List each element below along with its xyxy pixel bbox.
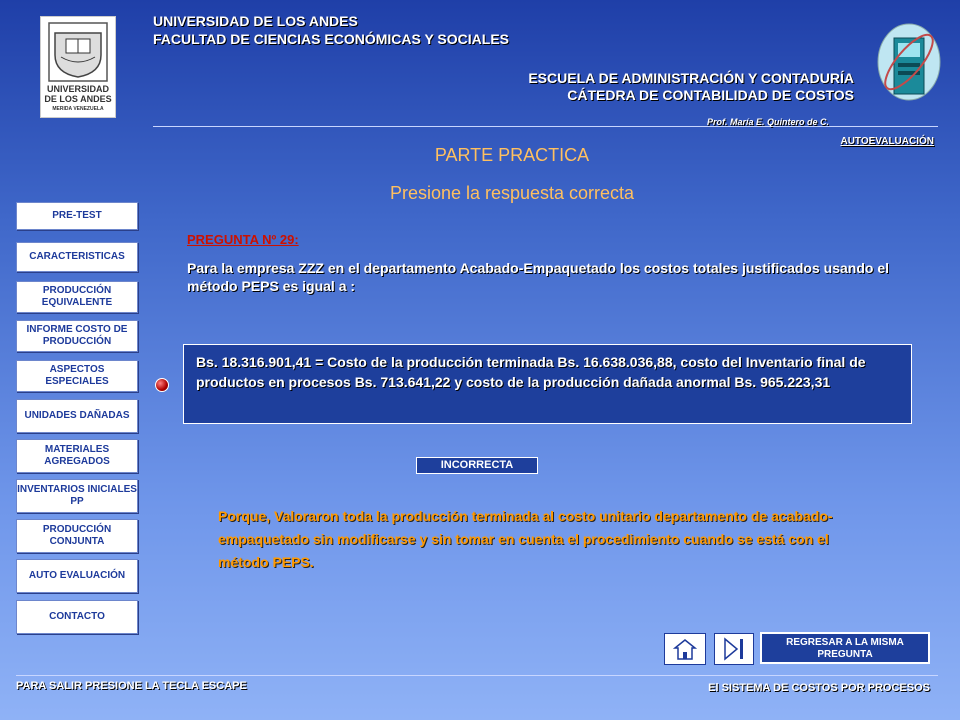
home-icon (665, 634, 705, 664)
professor-name: Prof. María E. Quintero de C. (707, 117, 830, 127)
question-text: Para la empresa ZZZ en el departamento Acabado-Empaquetado los costos totales justificados usando el método PEPS es igual a : (187, 260, 889, 294)
answer-bullet-icon[interactable] (155, 378, 169, 392)
computer-globe-icon (874, 18, 944, 104)
chair-name: CÁTEDRA DE CONTABILIDAD DE COSTOS (567, 87, 854, 103)
sidebar-item-pre-test[interactable]: PRE-TEST (16, 202, 138, 230)
autoevaluacion-link[interactable]: AUTOEVALUACIÓN (840, 136, 934, 147)
sidebar-item-auto-evaluacion[interactable]: AUTO EVALUACIÓN (16, 559, 138, 593)
sidebar-item-caracteristicas[interactable]: CARACTERISTICAS (16, 242, 138, 272)
university-name: UNIVERSIDAD DE LOS ANDES (153, 13, 358, 29)
footer-exit-hint: PARA SALIR PRESIONE LA TECLA ESCAPE (16, 680, 247, 692)
explanation-text: Porque, Valoraron toda la producción terminada al costo unitario departamento de acabado-empaquetado sin modificarse y sin tomar en cuenta el procedimiento cuando se está con el método PEPS. (218, 508, 833, 570)
page-title: PARTE PRACTICA (434, 145, 590, 165)
result-badge: INCORRECTA (416, 457, 538, 474)
skip-end-icon (715, 634, 753, 664)
sidebar-item-produccion-conjunta[interactable]: PRODUCCIÓN CONJUNTA (16, 519, 138, 553)
footer-course-title: El SISTEMA DE COSTOS POR PROCESOS (708, 682, 930, 694)
page-subtitle: Presione la respuesta correcta (389, 183, 635, 203)
sidebar-item-produccion-equivalente[interactable]: PRODUCCIÓN EQUIVALENTE (16, 281, 138, 313)
university-logo (40, 16, 116, 118)
sidebar-item-aspectos-especiales[interactable]: ASPECTOS ESPECIALES (16, 360, 138, 392)
sidebar-item-contacto[interactable]: CONTACTO (16, 600, 138, 634)
logo-text-2: DE LOS ANDES (44, 94, 112, 104)
faculty-name: FACULTAD DE CIENCIAS ECONÓMICAS Y SOCIALES (153, 31, 509, 47)
sidebar-item-unidades-danadas[interactable]: UNIDADES DAÑADAS (16, 399, 138, 433)
sidebar-item-inventarios-iniciales[interactable]: INVENTARIOS INICIALES PP (16, 479, 138, 513)
skip-end-button[interactable] (714, 633, 754, 665)
question-label: PREGUNTA Nº 29: (187, 232, 299, 247)
logo-text-1: UNIVERSIDAD (46, 84, 109, 94)
school-name: ESCUELA DE ADMINISTRACIÓN Y CONTADURÍA (528, 70, 854, 86)
sidebar-item-informe-costo[interactable]: INFORME COSTO DE PRODUCCIÓN (16, 320, 138, 352)
answer-option[interactable]: Bs. 18.316.901,41 = Costo de la producción terminada Bs. 16.638.036,88, costo del Inventario final de productos en procesos Bs. 713.641,22 y costo de la producción dañada anormal Bs. 965.223,31 (183, 344, 912, 424)
sidebar-item-materiales-agregados[interactable]: MATERIALES AGREGADOS (16, 439, 138, 473)
back-to-question-button[interactable]: REGRESAR A LA MISMA PREGUNTA (760, 632, 930, 664)
footer-divider (16, 675, 938, 676)
logo-text-3: MERIDA VENEZUELA (52, 106, 104, 112)
home-button[interactable] (664, 633, 706, 665)
